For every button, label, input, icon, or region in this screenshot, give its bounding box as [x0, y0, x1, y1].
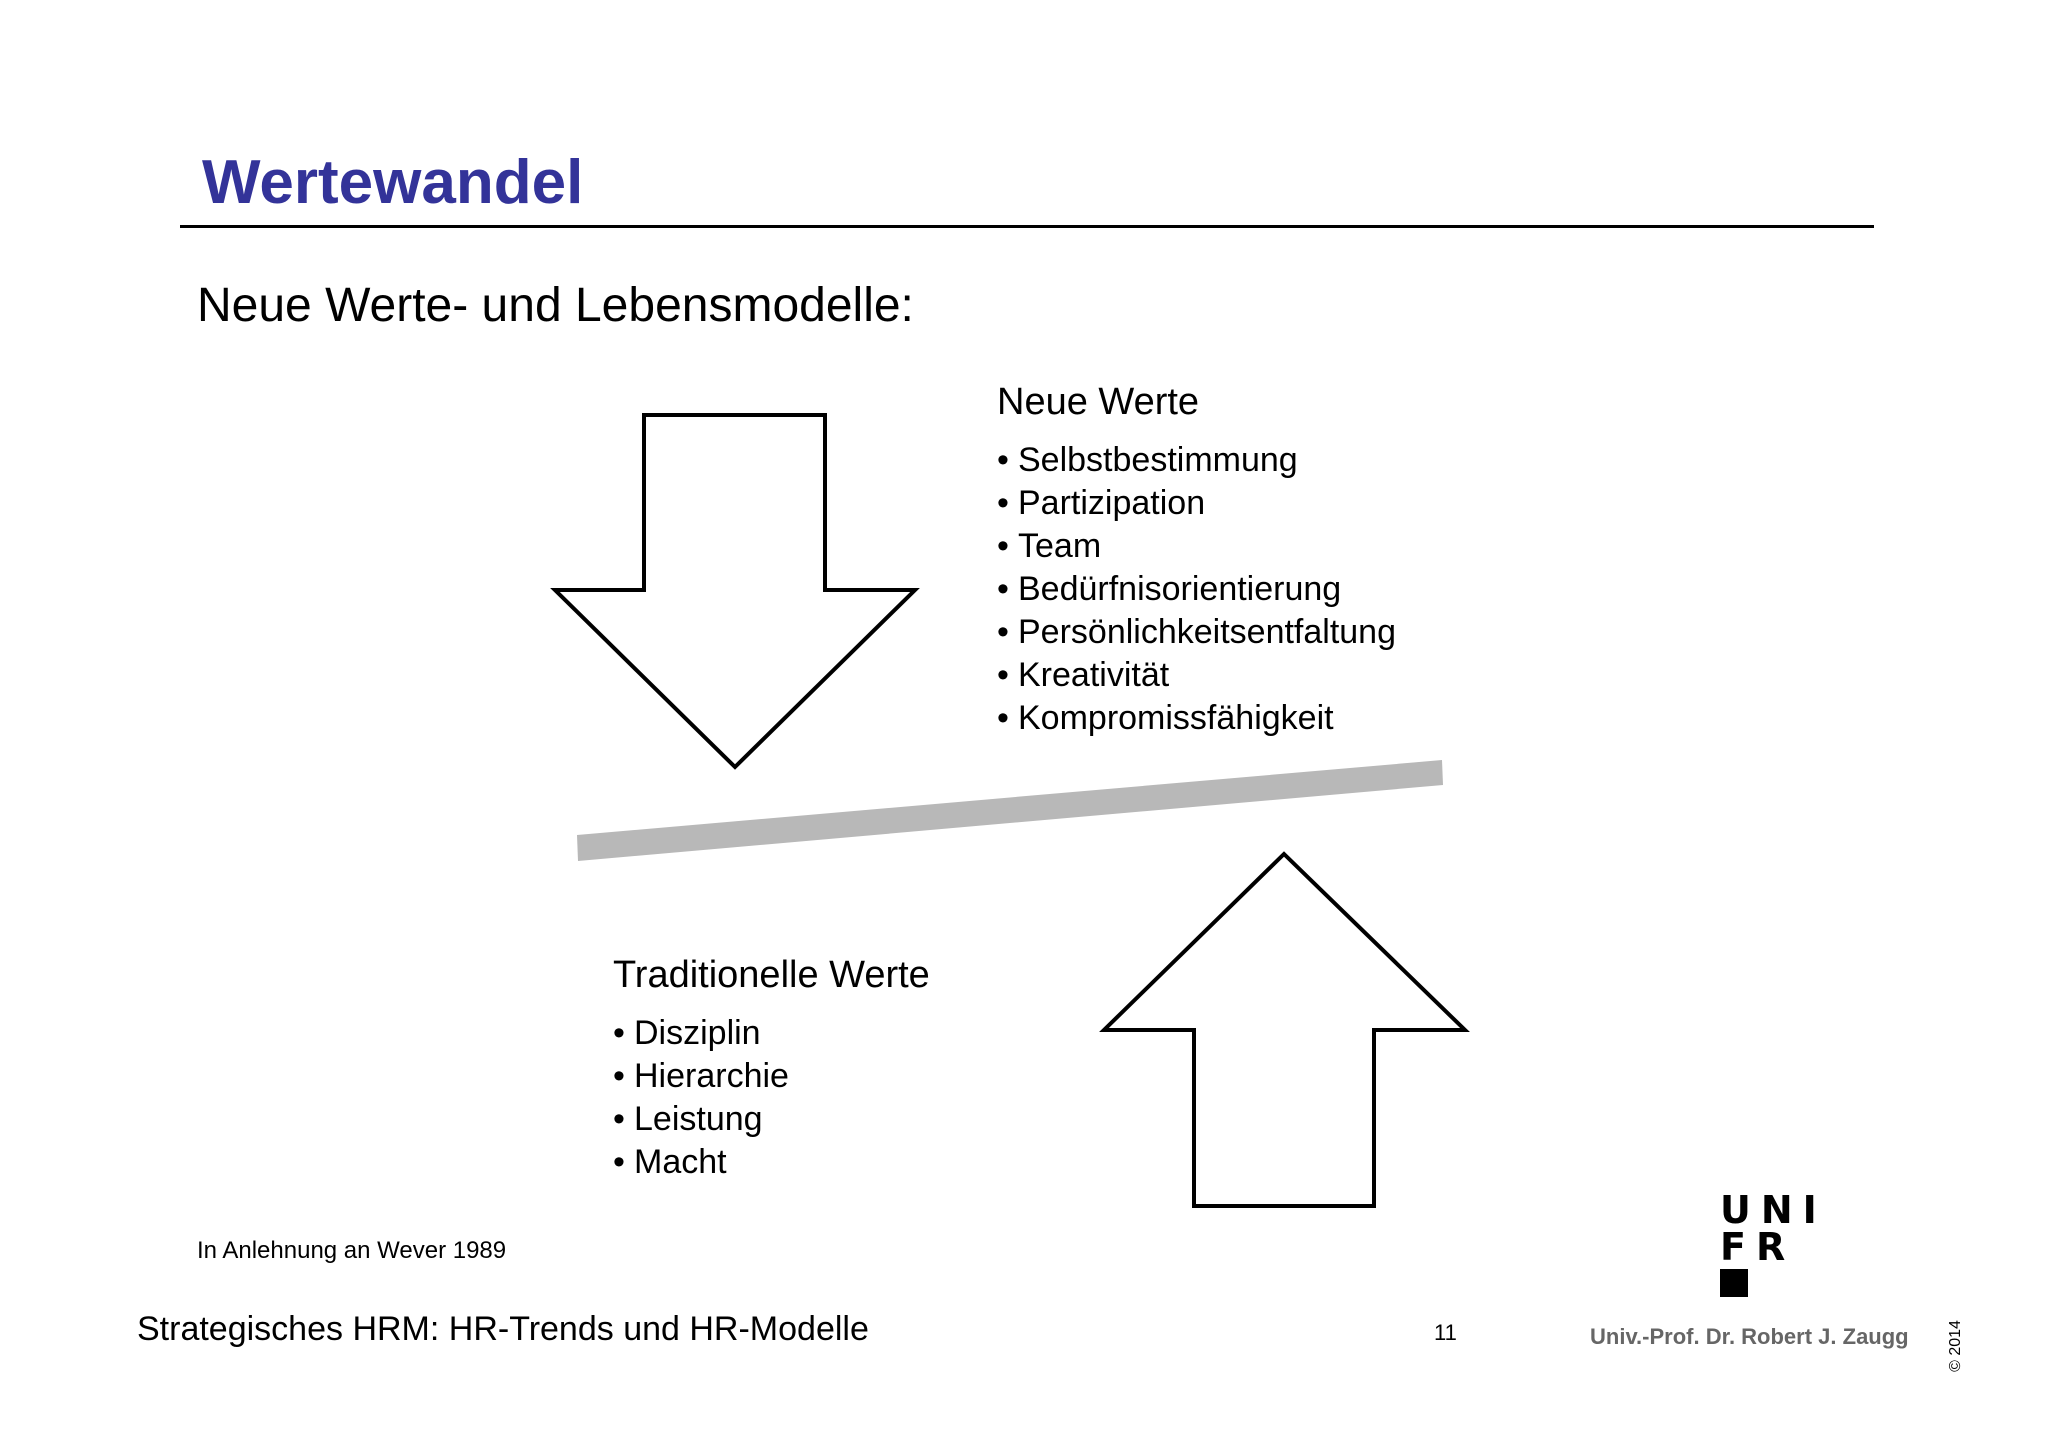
bullet: •: [613, 1057, 625, 1095]
list-item-label: Leistung: [634, 1100, 763, 1138]
list-item: [997, 439, 1396, 482]
list-item-label: Selbstbestimmung: [1018, 441, 1298, 479]
traditional-values-block: [613, 956, 930, 1184]
list-item: [613, 1012, 930, 1055]
new-values-heading: Neue Werte: [997, 381, 1200, 423]
list-item: [613, 1055, 930, 1098]
source-note: In Anlehnung an Wever 1989: [197, 1237, 507, 1264]
list-item-label: Bedürfnisorientierung: [1018, 570, 1342, 608]
new-values-block: [997, 383, 1396, 740]
list-item-label: Persönlichkeitsentfaltung: [1018, 613, 1397, 651]
list-item-label: Kreativität: [1018, 656, 1170, 694]
footer-course-title: Strategisches HRM: HR-Trends und HR-Modelle: [137, 1310, 869, 1348]
list-item-label: Macht: [634, 1143, 727, 1181]
traditional-values-list: [613, 1012, 930, 1184]
logo-square: [1720, 1269, 1748, 1297]
bullet: •: [613, 1143, 625, 1181]
list-item: [613, 1098, 930, 1141]
list-item: [613, 1141, 930, 1184]
university-logo: [1720, 1188, 1827, 1300]
bullet: •: [997, 441, 1009, 479]
page-title: Wertewandel: [202, 148, 584, 217]
list-item: [997, 568, 1396, 611]
list-item: [997, 482, 1396, 525]
list-item-label: Team: [1018, 527, 1102, 565]
bullet: •: [997, 484, 1009, 522]
list-item-label: Kompromissfähigkeit: [1018, 699, 1334, 737]
list-item: [997, 525, 1396, 568]
list-item: [997, 697, 1396, 740]
slide-subtitle: Neue Werte- und Lebensmodelle:: [197, 279, 914, 332]
footer-author: Univ.-Prof. Dr. Robert J. Zaugg: [1590, 1324, 1909, 1349]
list-item-label: Partizipation: [1018, 484, 1206, 522]
logo-text-row-2: FR: [1720, 1225, 1796, 1269]
bullet: •: [997, 656, 1009, 694]
bullet: •: [613, 1100, 625, 1138]
copyright-notice: © 2014: [1947, 1320, 1964, 1372]
down-arrow-icon: [555, 415, 915, 767]
page-number: 11: [1434, 1320, 1457, 1345]
logo-text-row-1: UNI: [1720, 1188, 1827, 1232]
tilted-divider-bar: [577, 760, 1443, 861]
traditional-values-heading: Traditionelle Werte: [613, 954, 930, 996]
list-item-label: Disziplin: [634, 1014, 761, 1052]
title-rule: [180, 225, 1874, 228]
new-values-list: [997, 439, 1396, 740]
list-item: [997, 611, 1396, 654]
list-item-label: Hierarchie: [634, 1057, 789, 1095]
up-arrow-icon: [1104, 854, 1465, 1206]
bullet: •: [997, 699, 1009, 737]
bullet: •: [997, 527, 1009, 565]
bullet: •: [997, 570, 1009, 608]
list-item: [997, 654, 1396, 697]
bullet: •: [997, 613, 1009, 651]
bullet: •: [613, 1014, 625, 1052]
